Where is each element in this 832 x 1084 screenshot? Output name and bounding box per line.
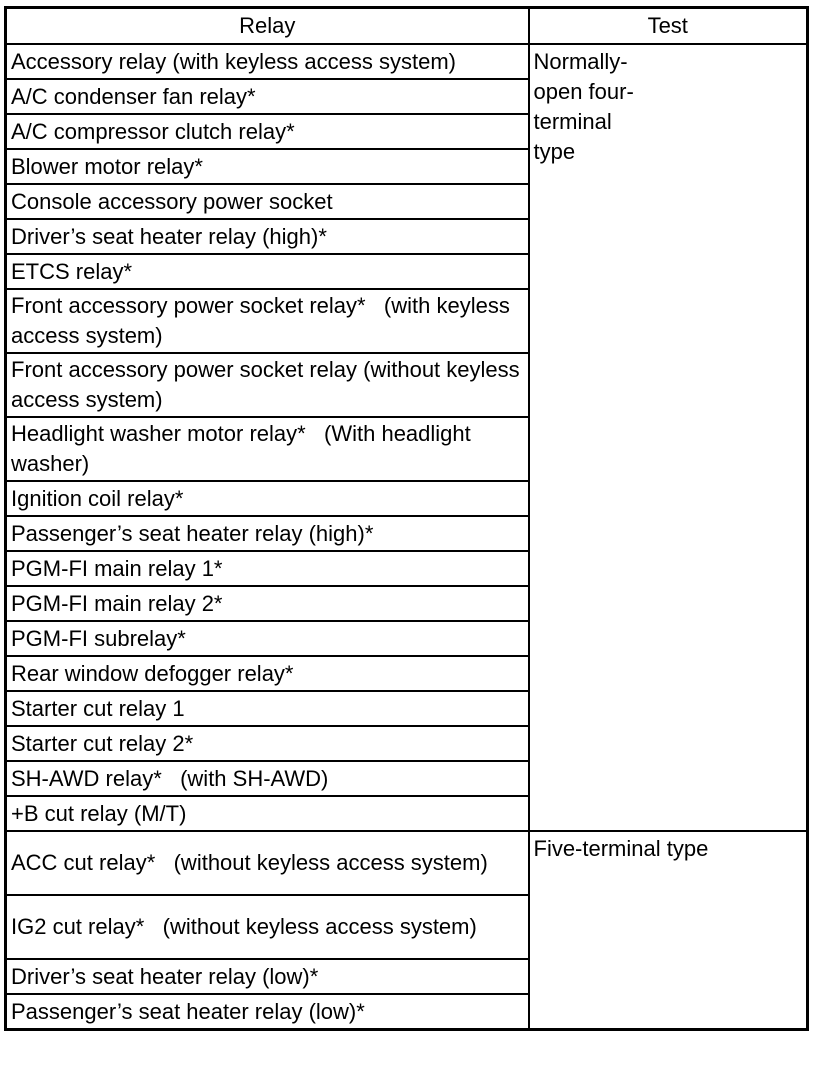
relay-column-header: Relay [6, 8, 529, 45]
relay-cell: ETCS relay* [6, 254, 529, 289]
test-column-header: Test [529, 8, 808, 45]
relay-cell: Driver’s seat heater relay (low)* [6, 959, 529, 994]
relay-cell: +B cut relay (M/T) [6, 796, 529, 831]
header-row [6, 8, 808, 45]
relay-cell: Driver’s seat heater relay (high)* [6, 219, 529, 254]
relay-cell: Ignition coil relay* [6, 481, 529, 516]
relay-cell: Passenger’s seat heater relay (high)* [6, 516, 529, 551]
relay-cell: PGM-FI main relay 2* [6, 586, 529, 621]
relay-cell: Blower motor relay* [6, 149, 529, 184]
relay-cell: Accessory relay (with keyless access system) [6, 44, 529, 79]
relay-cell: Starter cut relay 2* [6, 726, 529, 761]
table-row [6, 44, 808, 79]
test-type-label: Five-terminal type [533, 836, 709, 861]
relay-cell: Starter cut relay 1 [6, 691, 529, 726]
relay-cell: IG2 cut relay* (without keyless access system) [6, 895, 529, 959]
relay-cell: Front accessory power socket relay* (with keyless access system) [6, 289, 529, 353]
relay-cell: Front accessory power socket relay (without keyless access system) [6, 353, 529, 417]
relay-cell: Rear window defogger relay* [6, 656, 529, 691]
relay-cell: PGM-FI main relay 1* [6, 551, 529, 586]
relay-test-table [4, 6, 809, 1031]
table-row [6, 831, 808, 895]
relay-cell: PGM-FI subrelay* [6, 621, 529, 656]
test-type-label: Normally-open four-terminal type [533, 49, 634, 164]
relay-cell: Passenger’s seat heater relay (low)* [6, 994, 529, 1030]
relay-cell: SH-AWD relay* (with SH-AWD) [6, 761, 529, 796]
relay-cell: A/C condenser fan relay* [6, 79, 529, 114]
relay-cell: ACC cut relay* (without keyless access system) [6, 831, 529, 895]
relay-cell: A/C compressor clutch relay* [6, 114, 529, 149]
relay-cell: Console accessory power socket [6, 184, 529, 219]
test-cell [529, 44, 808, 831]
relay-cell: Headlight washer motor relay* (With headlight washer) [6, 417, 529, 481]
test-cell [529, 831, 808, 1030]
